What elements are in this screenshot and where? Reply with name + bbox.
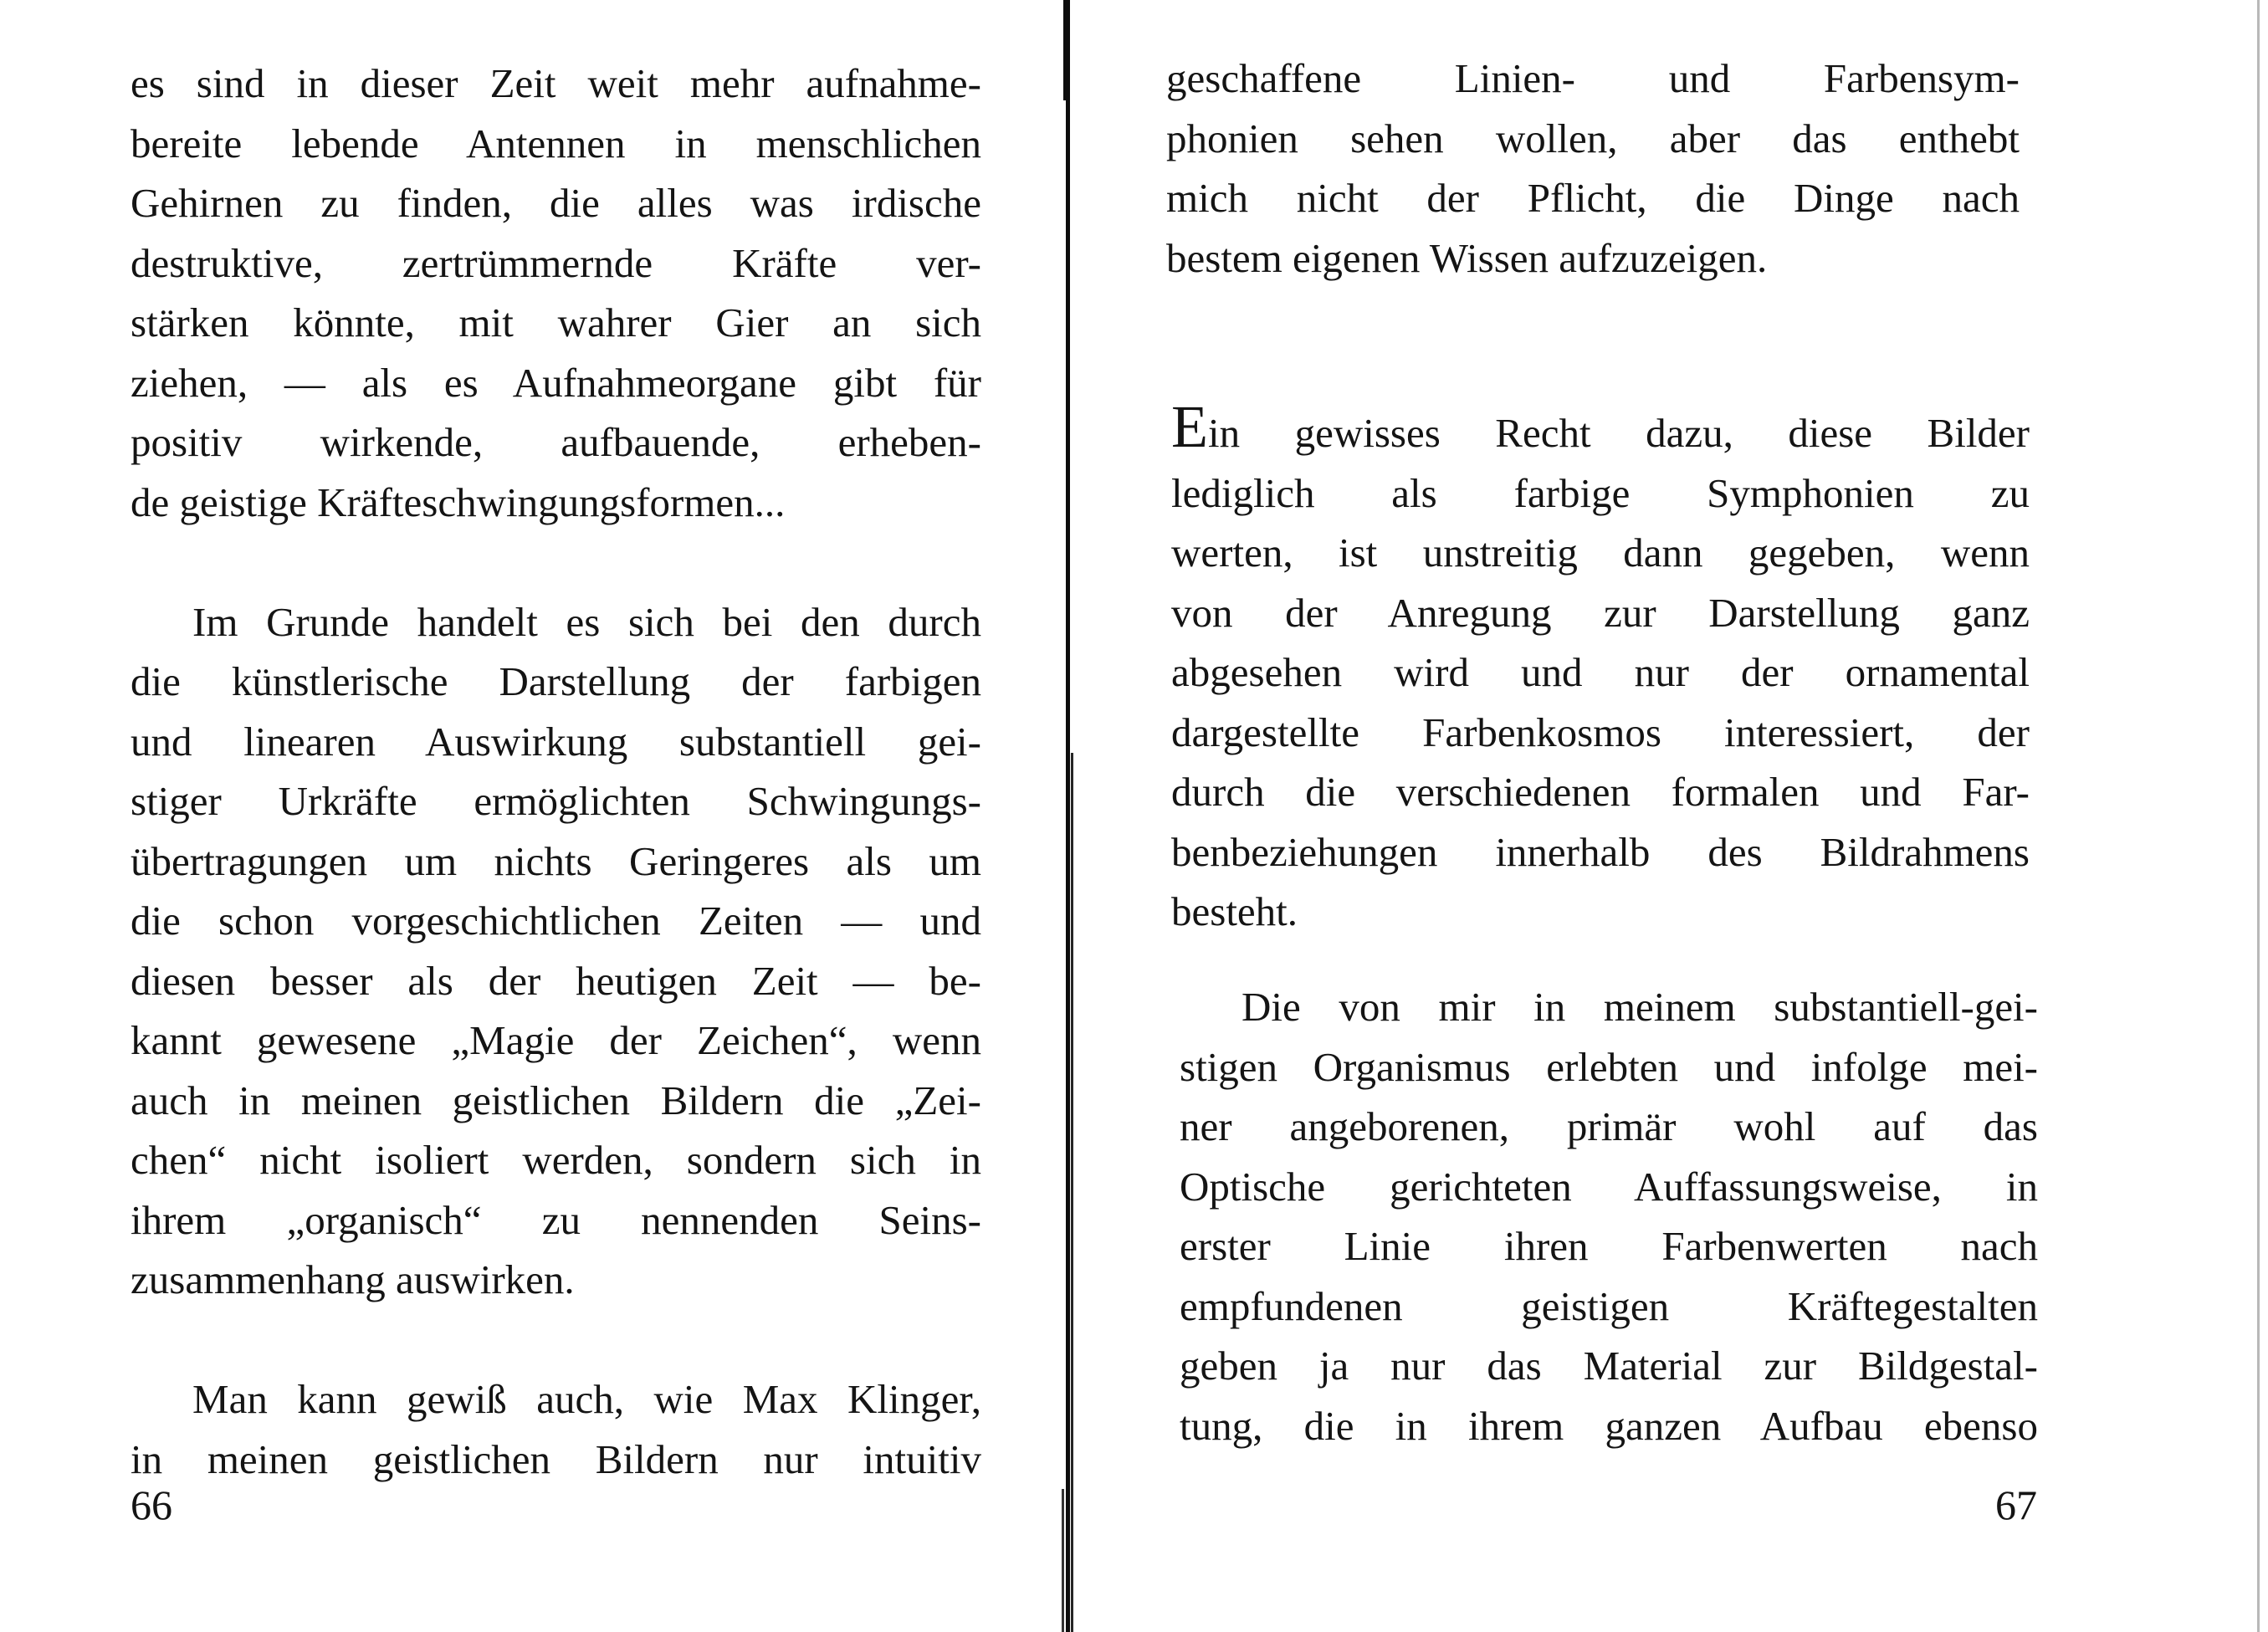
- text-line: von der Anregung zur Darstellung ganz: [1171, 589, 2030, 636]
- text-line: benbeziehungen innerhalb des Bildrahmens: [1171, 828, 2030, 875]
- text-line: Die von mir in meinem substantiell-gei-: [1242, 984, 2038, 1030]
- text-line: positiv wirkende, aufbauende, erheben-: [131, 419, 981, 465]
- text-line: Optische gerichteten Auffassungsweise, in: [1180, 1163, 2038, 1210]
- text-line: Im Grunde handelt es sich bei den durch: [192, 598, 981, 645]
- text-line: chen“ nicht isoliert werden, sondern sich in: [131, 1137, 981, 1183]
- text-line: dargestellte Farbenkosmos interessiert, der: [1171, 709, 2030, 755]
- text-line: übertragungen um nichts Geringeres als um: [131, 837, 981, 884]
- text-line: bestem eigenen Wissen aufzuzeigen.: [1166, 234, 1768, 281]
- text-line: es sind in dieser Zeit weit mehr aufnahme-: [131, 60, 981, 106]
- text-line: kannt gewesene „Magie der Zeichen“, wenn: [131, 1017, 981, 1063]
- text-line: stigen Organismus erlebten und infolge mei-: [1180, 1043, 2038, 1090]
- text-line: bereite lebende Antennen in menschlichen: [131, 120, 981, 166]
- text-line: besteht.: [1171, 888, 1298, 934]
- text-line: zusammenhang auswirken.: [131, 1256, 575, 1302]
- paragraph-gap: [131, 1310, 981, 1370]
- initial-letter: E: [1171, 393, 1208, 460]
- text-line: [1171, 393, 2030, 463]
- text-line: phonien sehen wollen, aber das enthebt: [1166, 115, 2020, 161]
- text-line: Man kann gewiß auch, wie Max Klinger,: [192, 1376, 981, 1422]
- text-line: stiger Urkräfte ermöglichten Schwingungs-: [131, 778, 981, 824]
- right-page-paragraph-initial: [1171, 393, 2030, 942]
- right-page-number: 67: [1995, 1481, 2037, 1528]
- text-line: destruktive, zertrümmernde Kräfte ver-: [131, 239, 981, 286]
- text-line: in meinen geistlichen Bildern nur intuitiv: [131, 1435, 981, 1482]
- text-line: erster Linie ihren Farbenwerten nach: [1180, 1223, 2038, 1269]
- text-line: ner angeborenen, primär wohl auf das: [1180, 1103, 2038, 1149]
- text-line: die künstlerische Darstellung der farbigen: [131, 658, 981, 704]
- left-page-body: [131, 54, 981, 1489]
- text-line: diesen besser als der heutigen Zeit — be-: [131, 957, 981, 1004]
- text-line: stärken könnte, mit wahrer Gier an sich: [131, 299, 981, 345]
- text-line: mich nicht der Pflicht, die Dinge nach: [1166, 175, 2020, 221]
- text-line: werten, ist unstreitig dann gegeben, wenn: [1171, 530, 2030, 576]
- text-line: geben ja nur das Material zur Bildgestal-: [1180, 1343, 2038, 1389]
- left-page-number: 66: [131, 1481, 172, 1528]
- text-line: durch die verschiedenen formalen und Far-: [1171, 769, 2030, 815]
- text-line: auch in meinen geistlichen Bildern die „Zei-: [131, 1077, 981, 1123]
- text-line: ihrem „organisch“ zu nennenden Seins-: [131, 1196, 981, 1243]
- right-page-paragraph-third: [1180, 977, 2038, 1455]
- text-line: abgesehen wird und nur der ornamental: [1171, 649, 2030, 695]
- text-line: geschaffene Linien- und Farbensym-: [1166, 55, 2020, 101]
- text-line: Gehirnen zu finden, die alles was irdische: [131, 180, 981, 226]
- text-line: und linearen Auswirkung substantiell gei-: [131, 718, 981, 765]
- first-line-text: in gewisses Recht dazu, diese Bilder: [1207, 410, 2030, 456]
- right-page-paragraph-continued: [1166, 49, 2020, 288]
- text-line: empfundenen geistigen Kräftegestalten: [1180, 1282, 2038, 1329]
- text-line: ziehen, — als es Aufnahmeorgane gibt für: [131, 359, 981, 406]
- left-page: [0, 0, 1079, 1632]
- paragraph-gap: [131, 532, 981, 592]
- text-line: lediglich als farbige Symphonien zu: [1171, 469, 2030, 516]
- text-line: tung, die in ihrem ganzen Aufbau ebenso: [1180, 1402, 2038, 1449]
- text-line: de geistige Kräfteschwingungsformen...: [131, 478, 786, 525]
- text-line: die schon vorgeschichtlichen Zeiten — und: [131, 898, 981, 944]
- page-edge: [2257, 0, 2260, 1632]
